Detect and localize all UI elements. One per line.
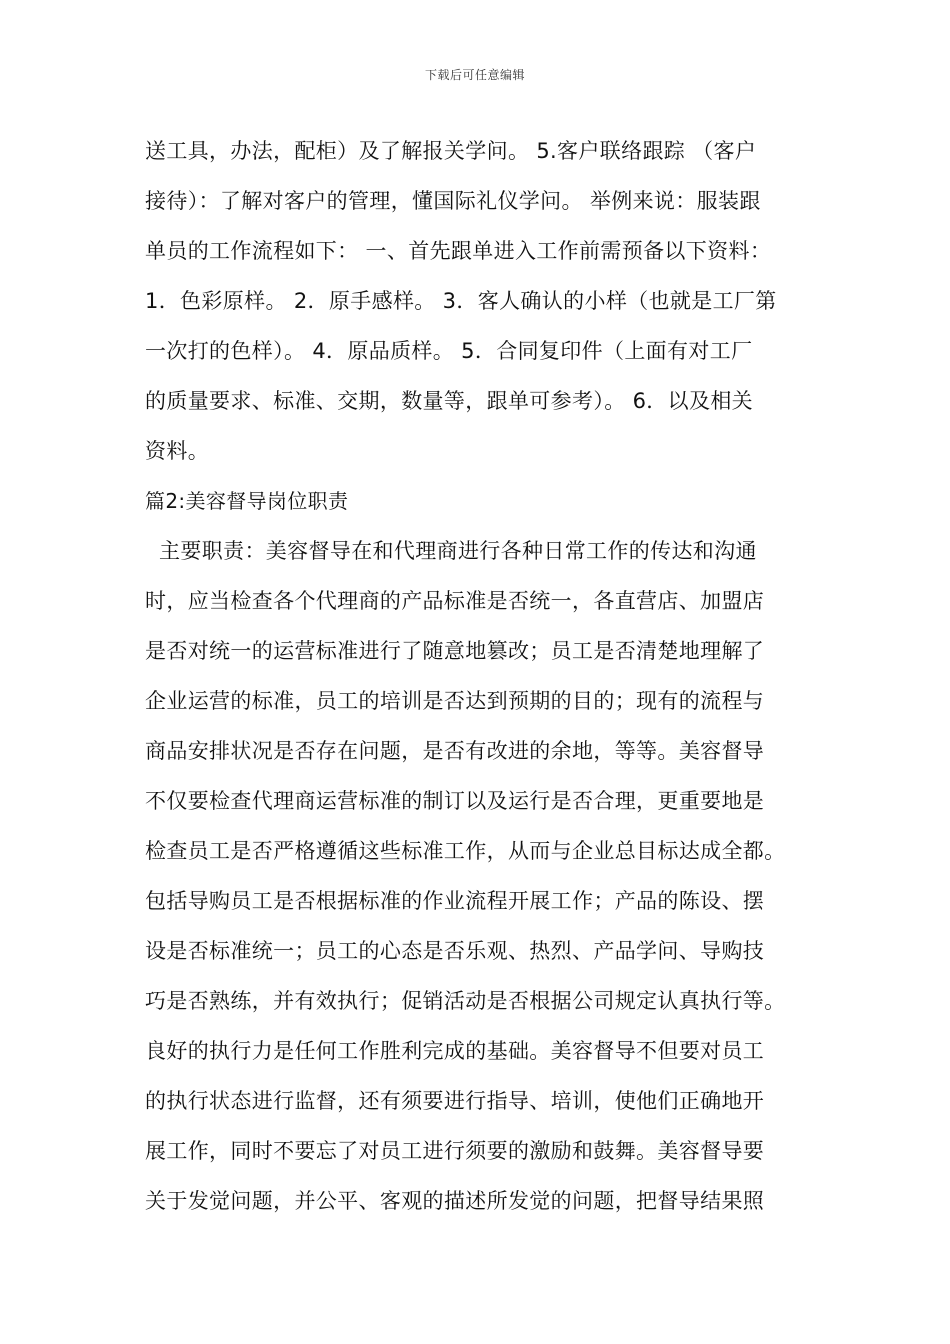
text-line: 检查员工是否严格遵循这些标准工作，从而与企业总目标达成全都。 [145,839,786,863]
text-line: 送工具，办法，配柜）及了解报关学问。 5.客户联络跟踪 （客户 [145,139,757,163]
text-line: 商品安排状况是否存在问题，是否有改进的余地，等等。美容督导 [145,739,765,763]
text-line: 一次打的色样）。 4．原品质样。 5．合同复印件（上面有对工厂 [145,339,753,363]
text-line: 的执行状态进行监督，还有须要进行指导、培训，使他们正确地开 [145,1089,765,1113]
text-line: 的质量要求、标准、交期，数量等，跟单可参考）。 6．以及相关 [145,389,754,413]
text-line: 1．色彩原样。 2．原手感样。 3．客人确认的小样（也就是工厂第 [145,289,777,313]
text-line: 资料。 [145,439,210,463]
section-heading: 篇2:美容督导岗位职责 [145,489,349,513]
text-line: 单员的工作流程如下： 一、首先跟单进入工作前需预备以下资料： [145,239,772,263]
text-line: 主要职责：美容督导在和代理商进行各种日常工作的传达和沟通 [145,539,757,563]
text-line: 关于发觉问题，并公平、客观的描述所发觉的问题，把督导结果照 [145,1189,765,1213]
text-line: 不仅要检查代理商运营标准的制订以及运行是否合理，更重要地是 [145,789,765,813]
text-line: 接待）：了解对客户的管理，懂国际礼仪学问。 举例来说：服装跟 [145,189,761,213]
text-line: 巧是否熟练，并有效执行；促销活动是否根据公司规定认真执行等。 [145,989,786,1013]
text-line: 包括导购员工是否根据标准的作业流程开展工作；产品的陈设、摆 [145,889,765,913]
text-line: 展工作，同时不要忘了对员工进行须要的激励和鼓舞。美容督导要 [145,1139,765,1163]
text-line: 企业运营的标准，员工的培训是否达到预期的目的；现有的流程与 [145,689,765,713]
text-line: 时，应当检查各个代理商的产品标准是否统一，各直营店、加盟店 [145,589,765,613]
page-header: 下载后可任意编辑 [424,68,525,82]
text-line: 是否对统一的运营标准进行了随意地篡改；员工是否清楚地理解了 [145,639,765,663]
text-line: 良好的执行力是任何工作胜利完成的基础。美容督导不但要对员工 [145,1039,765,1063]
text-line: 设是否标准统一；员工的心态是否乐观、热烈、产品学问、导购技 [145,939,765,963]
document-body [145,126,810,1226]
